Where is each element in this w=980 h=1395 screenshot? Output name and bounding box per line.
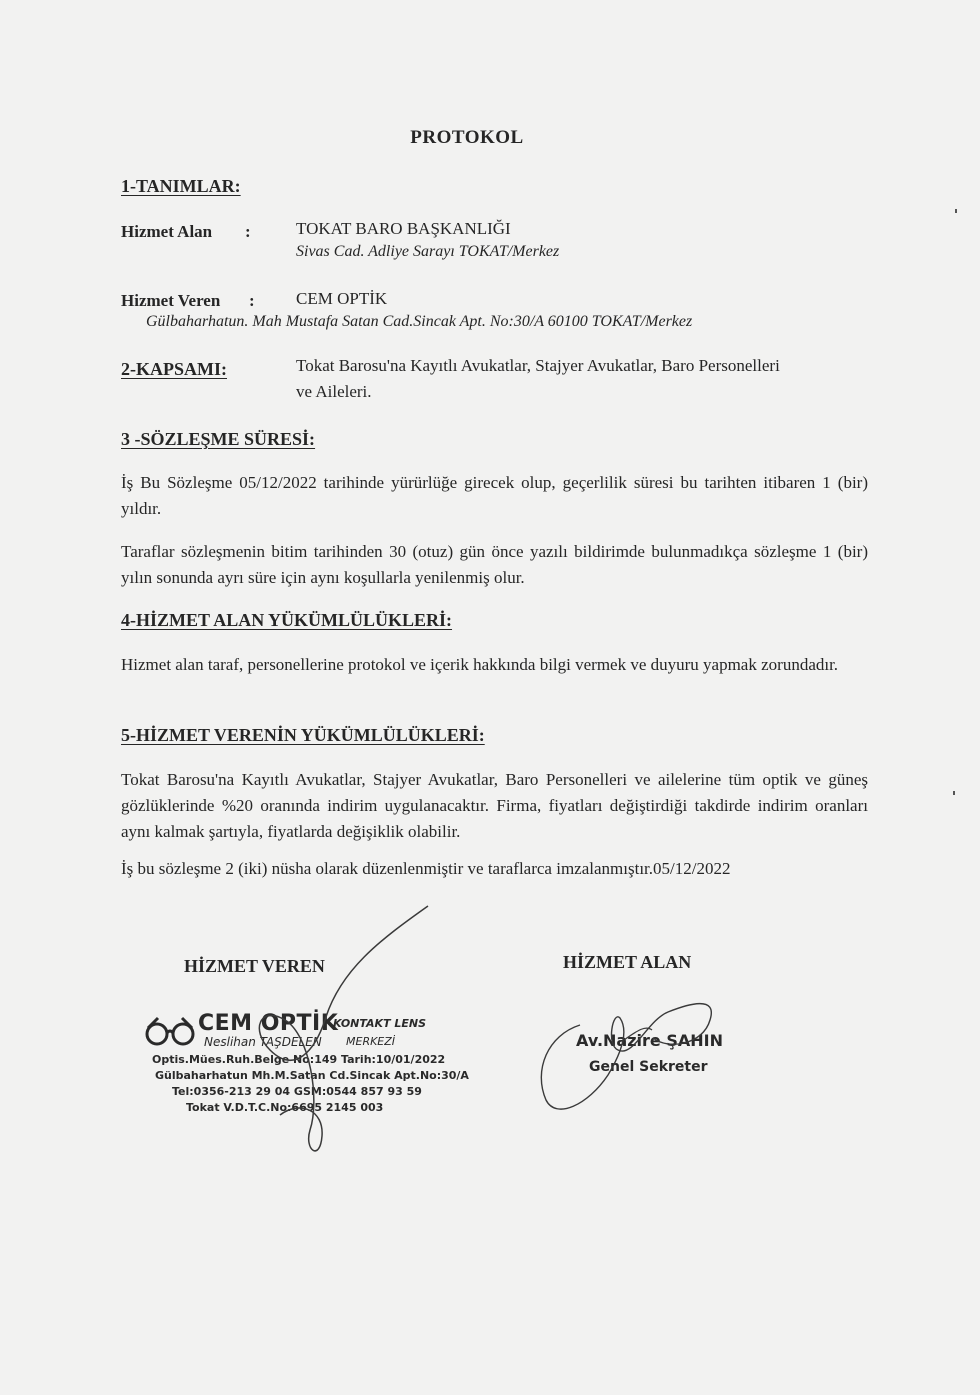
kapsam-line-1: Tokat Barosu'na Kayıtlı Avukatlar, Stajyer Avukatlar, Baro Personelleri <box>296 356 780 375</box>
hizmet-alan-colon: : <box>245 222 251 241</box>
hizmet-alan-label: Hizmet Alan <box>121 222 213 241</box>
section-1-heading: 1-TANIMLAR: <box>121 176 241 196</box>
stamp-brand-tag: KONTAKT LENS <box>333 1017 427 1030</box>
hizmet-alan-name: TOKAT BARO BAŞKANLIĞI <box>296 219 511 238</box>
hizmet-veren-label: Hizmet Veren <box>121 291 221 310</box>
stamp-owner-tag: MERKEZİ <box>346 1035 396 1048</box>
alan-signer-role: Genel Sekreter <box>589 1059 708 1075</box>
stamp-line-1: Optis.Mües.Ruh.Belge No:149 Tarih:10/01/2022 <box>152 1053 446 1066</box>
section-2-heading: 2-KAPSAMI: <box>121 359 227 379</box>
hizmet-veren-signature <box>230 900 440 1170</box>
hizmet-veren-name: CEM OPTİK <box>296 289 388 308</box>
section-3-heading: 3 -SÖZLEŞME SÜRESİ: <box>121 429 316 449</box>
hizmet-alan-address: Sivas Cad. Adliye Sarayı TOKAT/Merkez <box>296 243 560 260</box>
veren-yukumluluk-paragraph: Tokat Barosu'na Kayıtlı Avukatlar, Stajyer Avukatlar, Baro Personelleri ve ailelerine tüm optik ve güneş gözlüklerinde %20 oranında indirim uygulanacaktır. Firma, fiyatları değiştirdiği takdirde indirim oranları aynı kalmak şartıyla, fiyatlarda değişiklik olabilir. <box>121 770 868 841</box>
hizmet-alan-signature-title: HİZMET ALAN <box>563 952 692 972</box>
stamp-line-4: Tokat V.D.T.C.No:6695 2145 003 <box>186 1101 384 1114</box>
alan-signer-name: Av.Nazire ŞAHIN <box>576 1031 723 1050</box>
glasses-icon <box>144 1014 198 1048</box>
stamp-brand: CEM OPTİK <box>198 1011 339 1036</box>
alan-yukumluluk-paragraph: Hizmet alan taraf, personellerine protokol ve içerik hakkında bilgi vermek ve duyuru yapmak zorundadır. <box>121 655 839 674</box>
sure-paragraph-1: İş Bu Sözleşme 05/12/2022 tarihinde yürürlüğe girecek olup, geçerlilik süresi bu tarihten itibaren 1 (bir) yıldır. <box>121 473 868 518</box>
section-4-heading: 4-HİZMET ALAN YÜKÜMLÜLÜKLERİ: <box>121 610 453 630</box>
hizmet-veren-signature-title: HİZMET VEREN <box>184 956 325 976</box>
closing-statement: İş bu sözleşme 2 (iki) nüsha olarak düzenlenmiştir ve taraflarca imzalanmıştır.05/12/2022 <box>121 859 731 878</box>
scan-speck <box>953 791 955 795</box>
hizmet-veren-address: Gülbaharhatun. Mah Mustafa Satan Cad.Sincak Apt. No:30/A 60100 TOKAT/Merkez <box>146 313 693 330</box>
kapsam-line-2: ve Aileleri. <box>296 382 372 401</box>
section-5-heading: 5-HİZMET VERENİN YÜKÜMLÜLÜKLERİ: <box>121 725 485 745</box>
hizmet-veren-colon: : <box>249 291 255 310</box>
document-title: PROTOKOL <box>410 127 524 148</box>
scan-speck <box>955 209 957 213</box>
stamp-owner: Neslihan TAŞDELEN <box>204 1035 322 1049</box>
stamp-line-2: Gülbaharhatun Mh.M.Satan Cd.Sincak Apt.No:30/A <box>155 1069 469 1082</box>
hizmet-alan-signature <box>528 990 728 1120</box>
stamp-line-3: Tel:0356-213 29 04 GSM:0544 857 93 59 <box>172 1085 422 1098</box>
sure-paragraph-2: Taraflar sözleşmenin bitim tarihinden 30 (otuz) gün önce yazılı bildirimde bulunmadıkça sözleşme 1 (bir) yılın sonunda ayrı süre için aynı koşullarla yenilenmiş olur. <box>121 542 868 587</box>
